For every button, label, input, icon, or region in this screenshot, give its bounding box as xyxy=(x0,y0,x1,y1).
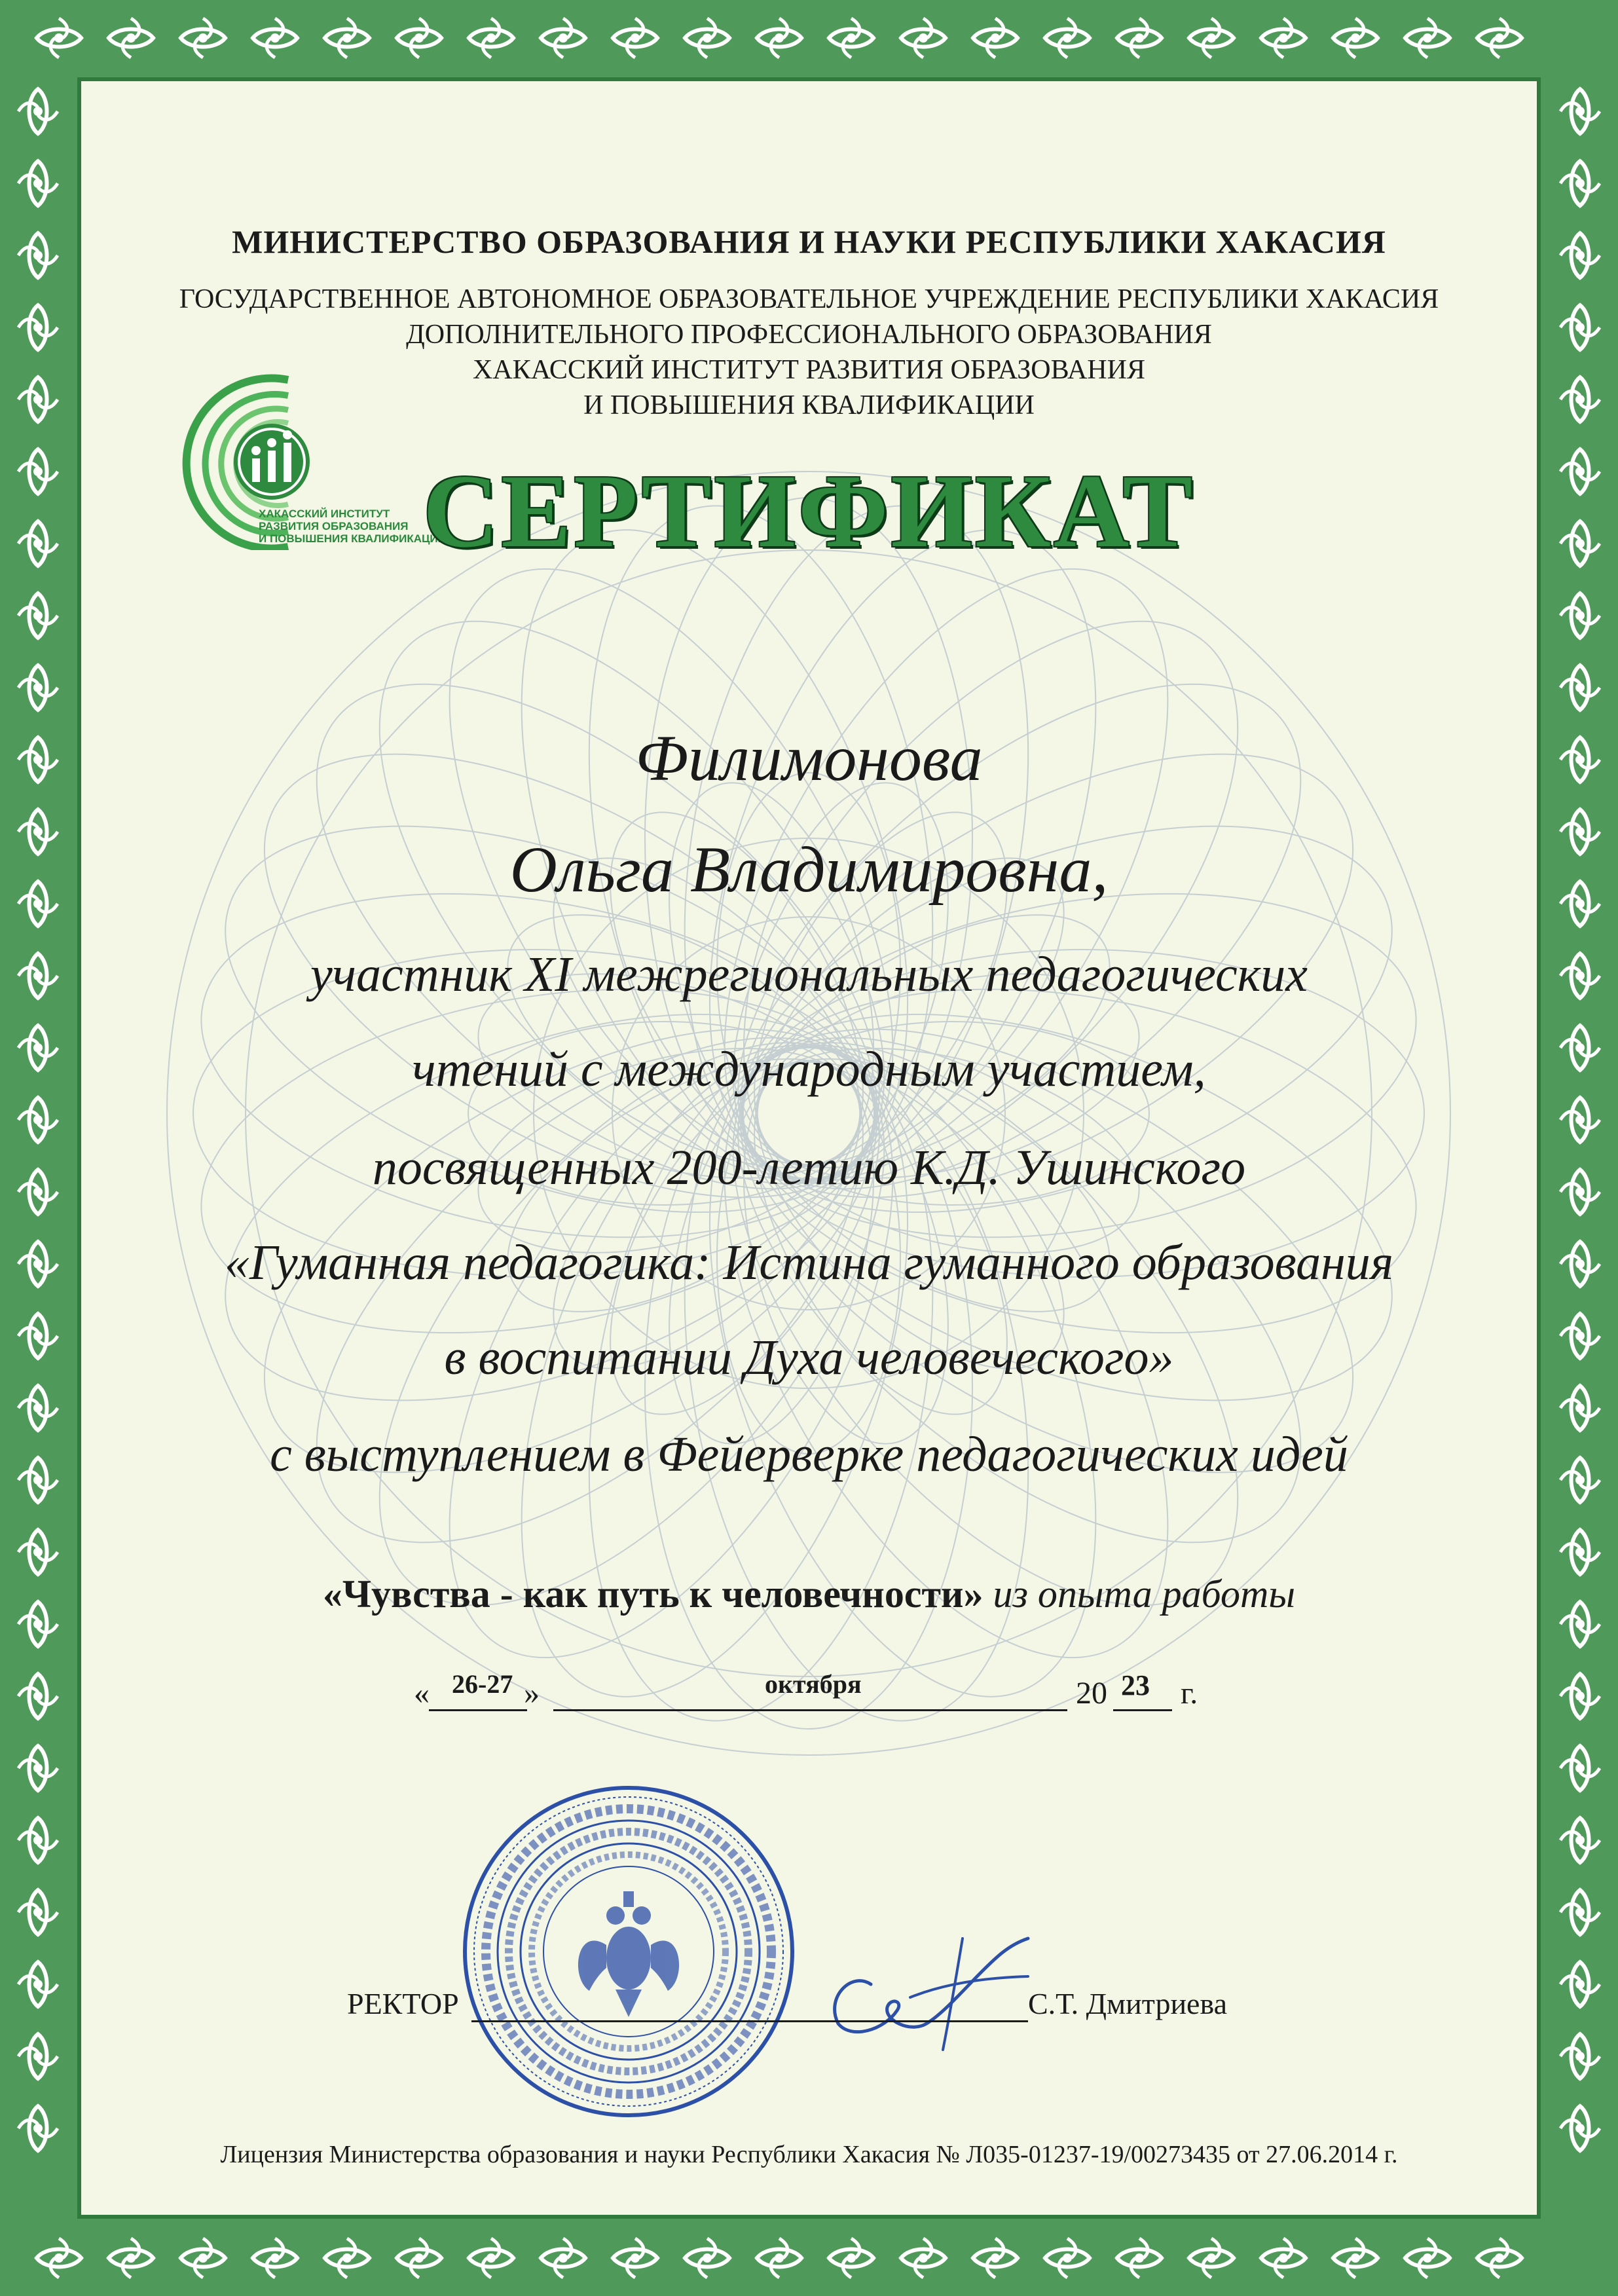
date-open-quote: « xyxy=(414,1676,430,1711)
date-year-suffix: 23 xyxy=(1121,1669,1150,1701)
rector-signature xyxy=(812,1899,1087,2069)
date-days: 26-27 xyxy=(452,1669,513,1699)
license-footer: Лицензия Министерства образования и науки Республики Хакасия № Л035-01237-19/00273435 от 27.06.2014 г. xyxy=(220,2141,1398,2168)
event-date xyxy=(0,1669,1618,1721)
body-line: чтений с международным участием, xyxy=(412,1042,1206,1097)
month-underline xyxy=(553,1709,1067,1711)
logo-caption-line: ХАКАССКИЙ ИНСТИТУТ xyxy=(259,508,390,520)
logo-caption-line: РАЗВИТИЯ ОБРАЗОВАНИЯ xyxy=(259,520,409,532)
signature-line xyxy=(471,2020,1028,2022)
body-line: посвященных 200-летию К.Д. Ушинского xyxy=(372,1140,1246,1195)
recipient-given-names: Ольга Владимировна, xyxy=(509,833,1109,906)
date-month: октября xyxy=(765,1669,862,1699)
topic-suffix: из опыта работы xyxy=(993,1572,1295,1616)
certificate-title: СЕРТИФИКАТ xyxy=(422,453,1196,569)
topic-title: «Чувства - как путь к человечности» xyxy=(323,1572,984,1616)
recipient-surname: Филимонова xyxy=(635,722,983,794)
days-underline xyxy=(429,1709,527,1711)
body-line: в воспитании Духа человеческого» xyxy=(444,1330,1174,1385)
institution-line: ГОСУДАРСТВЕННОЕ АВТОНОМНОЕ ОБРАЗОВАТЕЛЬНОЕ УЧРЕЖДЕНИЕ РЕСПУБЛИКИ ХАКАСИЯ xyxy=(179,284,1439,314)
date-year-prefix: 20 xyxy=(1076,1676,1107,1711)
institution-line: ХАКАССКИЙ ИНСТИТУТ РАЗВИТИЯ ОБРАЗОВАНИЯ xyxy=(473,355,1145,385)
rector-name: С.Т. Дмитриева xyxy=(1028,1987,1228,2020)
body-line: «Гуманная педагогика: Истина гуманного образования xyxy=(224,1235,1394,1290)
ministry-heading: МИНИСТЕРСТВО ОБРАЗОВАНИЯ И НАУКИ РЕСПУБЛИКИ ХАКАСИЯ xyxy=(232,223,1386,260)
rector-label: РЕКТОР xyxy=(347,1987,459,2020)
institution-line: ДОПОЛНИТЕЛЬНОГО ПРОФЕССИОНАЛЬНОГО ОБРАЗОВАНИЯ xyxy=(406,320,1212,350)
body-line: участник XI межрегиональных педагогических xyxy=(310,947,1308,1002)
logo-caption-line: И ПОВЫШЕНИЯ КВАЛИФИКАЦИИ xyxy=(259,532,446,545)
date-year-unit: г. xyxy=(1181,1676,1198,1711)
official-seal xyxy=(458,1781,799,2122)
institution-line: И ПОВЫШЕНИЯ КВАЛИФИКАЦИИ xyxy=(583,390,1035,420)
presentation-topic xyxy=(0,1572,1618,1617)
body-line: с выступлением в Фейерверке педагогических идей xyxy=(270,1427,1348,1482)
year-underline xyxy=(1113,1709,1172,1711)
date-close-quote: » xyxy=(524,1676,540,1711)
